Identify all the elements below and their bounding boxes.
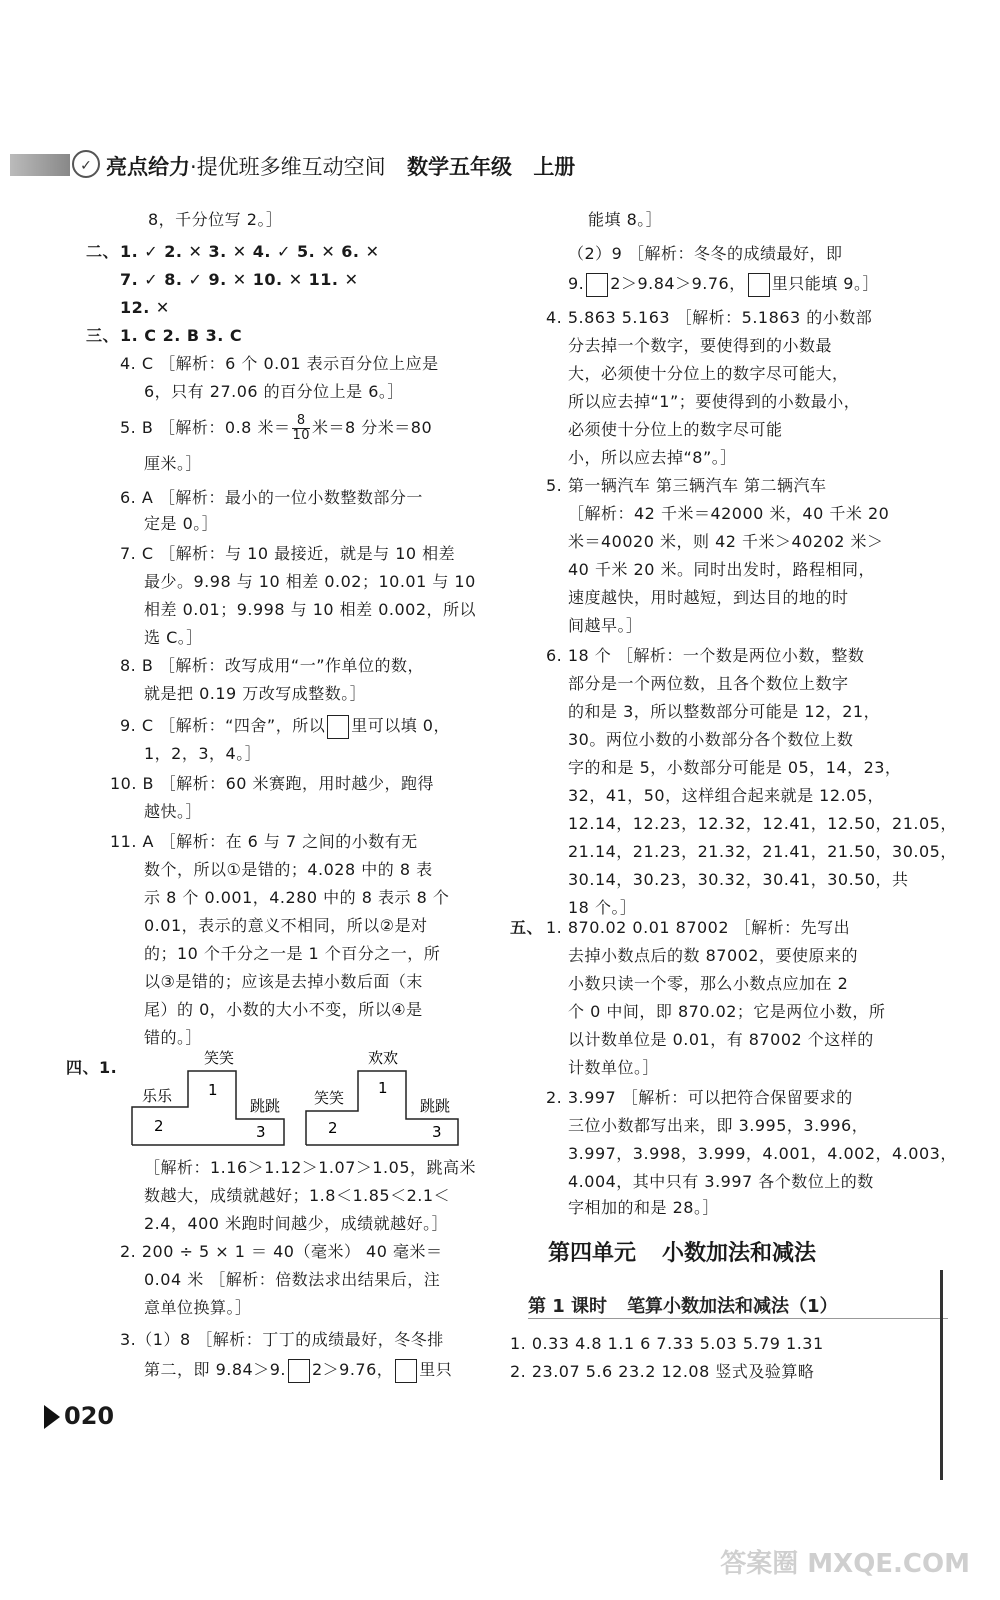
answer-line: 1. 870.02 0.01 87002 ［解析：先写出 (546, 918, 851, 937)
q9-text: 9. C ［解析：“四舍”，所以 (120, 716, 326, 735)
unit-name: 小数加法和减法 (662, 1241, 817, 1266)
podium-1-top: 笑笑 (204, 1049, 235, 1067)
answer-row: 1. C 2. B 3. C (120, 326, 243, 345)
answer-line: 部分是一个两位数，且各个数位上数字 (568, 674, 849, 693)
r2-text: 里只能填 9。］ (771, 274, 879, 293)
answer-line: 越快。］ (144, 802, 203, 821)
podium-2-top: 欢欢 (368, 1049, 399, 1067)
answer-line: 示 8 个 0.001，4.280 中的 8 表示 8 个 (144, 888, 450, 907)
q5-text: 米＝8 分米＝80 (312, 418, 433, 437)
answer-line: 6. 18 个 ［解析：一个数是两位小数，整数 (546, 646, 865, 665)
answer-line: 1，2，3，4。］ (144, 744, 262, 763)
answer-line: 个 0 中间，即 870.02；它是两位小数，所 (568, 1002, 886, 1021)
margin-rule (940, 1270, 943, 1480)
answer-line: 速度越快，用时越短，到达目的地的时 (568, 588, 849, 607)
answer-line: 小数只读一个零，那么小数点应加在 2 (568, 974, 849, 993)
podium-1-rank-2: 2 (154, 1117, 164, 1135)
answer-line: 6. A ［解析：最小的一位小数整数部分一 (120, 488, 423, 507)
podium-diagram-2 (306, 1049, 458, 1145)
r2-text: 2＞9.84＞9.76， (610, 274, 746, 293)
answer-line: 12.14，12.23，12.32，12.41，12.50，21.05， (568, 814, 957, 833)
divider (528, 1318, 948, 1319)
answer-line: 大，必须使十分位上的数字尽可能大， (568, 364, 849, 383)
fraction-numerator: 8 (292, 414, 310, 429)
answer-line: 相差 0.01；9.998 与 10 相差 0.002，所以 (144, 600, 477, 619)
answer-line: 字相加的和是 28。］ (568, 1198, 719, 1217)
answer-line: 8. B ［解析：改写成用“一”作单位的数， (120, 656, 424, 675)
answer-line: 以计数单位是 0.01，有 87002 个这样的 (568, 1030, 874, 1049)
answer-line: 必须使十分位上的数字尽可能 (568, 420, 783, 439)
answer-line: ［解析：42 千米＝42000 米，40 千米 20 (568, 504, 890, 523)
unit-title (548, 1236, 816, 1267)
answer-line: 以③是错的；应该是去掉小数后面（末 (144, 972, 423, 991)
header-dot: · (190, 155, 197, 179)
answer-line: 30.14，30.23，30.32，30.41，30.50，共 (568, 870, 909, 889)
answer-line: 字的和是 5，小数部分可能是 05，14，23， (568, 758, 902, 777)
answer-line: 分去掉一个数字，要使得到的小数最 (568, 336, 833, 355)
answer-line: 32，41，50，这样组合起来就是 12.05， (568, 786, 884, 805)
q3-text: 第二，即 9.84＞9. (144, 1360, 286, 1379)
answer-line: 所以应去掉“1”；要使得到的小数最小， (568, 392, 861, 411)
q9-text: 里可以填 0， (351, 716, 450, 735)
answer-line: 三位小数都写出来，即 3.995，3.996， (568, 1116, 869, 1135)
page-number (44, 1402, 114, 1430)
answer-line: 计数单位。］ (568, 1058, 660, 1077)
answer-line: 小，所以应去掉“8”。］ (568, 448, 737, 467)
answer-line: 2. 200 ÷ 5 × 1 ＝ 40（毫米） 40 毫米＝ (120, 1242, 443, 1261)
header-volume: 上册 (533, 155, 576, 179)
left-line: 8，千分位写 2。］ (148, 210, 283, 229)
podium-1-right: 跳跳 (250, 1097, 281, 1115)
podium-1-rank-3: 3 (256, 1123, 266, 1141)
header-title (106, 151, 575, 181)
answer-line: 4. 5.863 5.163 ［解析：5.1863 的小数部 (546, 308, 873, 327)
answer-line: 2. 23.07 5.6 23.2 12.08 竖式及验算略 (510, 1362, 815, 1381)
brand-logo-icon: ✓ (72, 150, 100, 178)
answer-line: 11. A ［解析：在 6 与 7 之间的小数有无 (110, 832, 418, 851)
section-2-label: 二、 (86, 242, 120, 261)
q3-text: 2＞9.76， (311, 1360, 394, 1379)
lesson-name: 笔算小数加法和减法（1） (627, 1296, 838, 1317)
answer-line: 选 C。］ (144, 628, 203, 647)
answer-line: 数越大，成绩就越好；1.8＜1.85＜2.1＜ (144, 1186, 451, 1205)
answer-line: 2.4，400 米跑时间越少，成绩就越好。］ (144, 1214, 449, 1233)
answer-line: 去掉小数点后的数 87002，要使原来的 (568, 946, 858, 965)
podium-2-rank-3: 3 (432, 1123, 442, 1141)
podium-1-left: 乐乐 (142, 1087, 173, 1105)
answer-line: 0.04 米 ［解析：倍数法求出结果后，注 (144, 1270, 441, 1289)
header-subtitle: 提优班多维互动空间 (196, 155, 386, 179)
answer-line: 3.997，3.998，3.999，4.001，4.002，4.003， (568, 1144, 957, 1163)
answer-line: 数个，所以①是错的；4.028 中的 8 表 (144, 860, 433, 879)
answer-line: 0.01，表示的意义不相同，所以②是对 (144, 916, 428, 935)
podium-diagrams (128, 1045, 468, 1155)
answer-row: 1. ✓ 2. ✕ 3. ✕ 4. ✓ 5. ✕ 6. ✕ (120, 242, 380, 261)
answer-line: 40 千米 20 米。同时出发时，路程相同， (568, 560, 875, 579)
r2-text: 9. (568, 274, 585, 293)
blank-box (288, 1359, 310, 1383)
answer-line: 的；10 个千分之一是 1 个百分之一，所 (144, 944, 441, 963)
podium-2-right: 跳跳 (420, 1097, 451, 1115)
answer-line: 间越早。］ (568, 616, 643, 635)
answer-line: 厘米。］ (144, 454, 203, 473)
answer-line: 2. 3.997 ［解析：可以把符合保留要求的 (546, 1088, 853, 1107)
answer-line: 4.004，其中只有 3.997 各个数位上的数 (568, 1172, 874, 1191)
section-5-label: 五、 (510, 918, 544, 937)
lesson-number: 第 1 课时 (528, 1296, 608, 1317)
q3-text: 里只 (419, 1360, 453, 1379)
fraction (292, 414, 310, 443)
answer-line: 6，只有 27.06 的百分位上是 6。］ (144, 382, 404, 401)
answer-line (144, 1358, 452, 1383)
podium-2-rank-1: 1 (378, 1079, 388, 1097)
header-bar (10, 154, 70, 176)
answer-line: 5. 第一辆汽车 第三辆汽车 第二辆汽车 (546, 476, 827, 495)
answer-line: 就是把 0.19 万改写成整数。］ (144, 684, 367, 703)
podium-1-rank-1: 1 (208, 1081, 218, 1099)
answer-line: 尾）的 0，小数的大小不变，所以④是 (144, 1000, 423, 1019)
answer-line: 7. C ［解析：与 10 最接近，就是与 10 相差 (120, 544, 456, 563)
section-4-label: 四、1. (66, 1058, 118, 1077)
answer-line: 米＝40020 米，则 42 千米＞40202 米＞ (568, 532, 884, 551)
answer-line: 4. C ［解析：6 个 0.01 表示百分位上应是 (120, 354, 439, 373)
answer-line: （2）9 ［解析：冬冬的成绩最好，即 (568, 244, 843, 263)
lesson-title (528, 1292, 838, 1318)
answer-line: 最少。9.98 与 10 相差 0.02；10.01 与 10 (144, 572, 476, 591)
podium-2-rank-2: 2 (328, 1119, 338, 1137)
answer-line: 能填 8。］ (588, 210, 663, 229)
podium-diagram-1 (132, 1049, 284, 1145)
answer-line: 3.（1）8 ［解析：丁丁的成绩最好，冬冬排 (120, 1330, 444, 1349)
answer-line: ［解析：1.16＞1.12＞1.07＞1.05，跳高米 (144, 1158, 477, 1177)
blank-box (327, 715, 349, 739)
blank-box (586, 273, 608, 297)
answer-line: 错的。］ (144, 1028, 203, 1047)
answer-row: 12. ✕ (120, 298, 170, 317)
header (10, 148, 650, 182)
answer-line: 的和是 3，所以整数部分可能是 12，21， (568, 702, 881, 721)
answer-line (120, 414, 432, 443)
answer-line (568, 272, 879, 297)
answer-line: 定是 0。］ (144, 514, 219, 533)
answer-line: 1. 0.33 4.8 1.1 6 7.33 5.03 5.79 1.31 (510, 1334, 824, 1353)
answer-line: 意单位换算。］ (144, 1298, 252, 1317)
blank-box (395, 1359, 417, 1383)
q5-text: 5. B ［解析：0.8 米＝ (120, 418, 291, 437)
answer-line (120, 714, 450, 739)
answer-line: 10. B ［解析：60 米赛跑，用时越少，跑得 (110, 774, 435, 793)
section-3-label: 三、 (86, 326, 120, 345)
blank-box (748, 273, 770, 297)
header-subject: 数学五年级 (407, 155, 512, 179)
page-number-text: 020 (64, 1402, 115, 1430)
answer-row: 7. ✓ 8. ✓ 9. ✕ 10. ✕ 11. ✕ (120, 270, 359, 289)
answer-line: 18 个。］ (568, 898, 637, 917)
answer-line: 30。两位小数的小数部分各个数位上数 (568, 730, 854, 749)
answer-line: 21.14，21.23，21.32，21.41，21.50，30.05， (568, 842, 957, 861)
header-brand: 亮点给力 (106, 155, 190, 179)
page-arrow-icon (44, 1405, 60, 1429)
unit-number: 第四单元 (548, 1241, 637, 1266)
watermark: 答案圈 MXQE.COM (720, 1549, 970, 1579)
fraction-denominator: 10 (292, 428, 310, 443)
podium-2-left: 笑笑 (314, 1089, 345, 1107)
